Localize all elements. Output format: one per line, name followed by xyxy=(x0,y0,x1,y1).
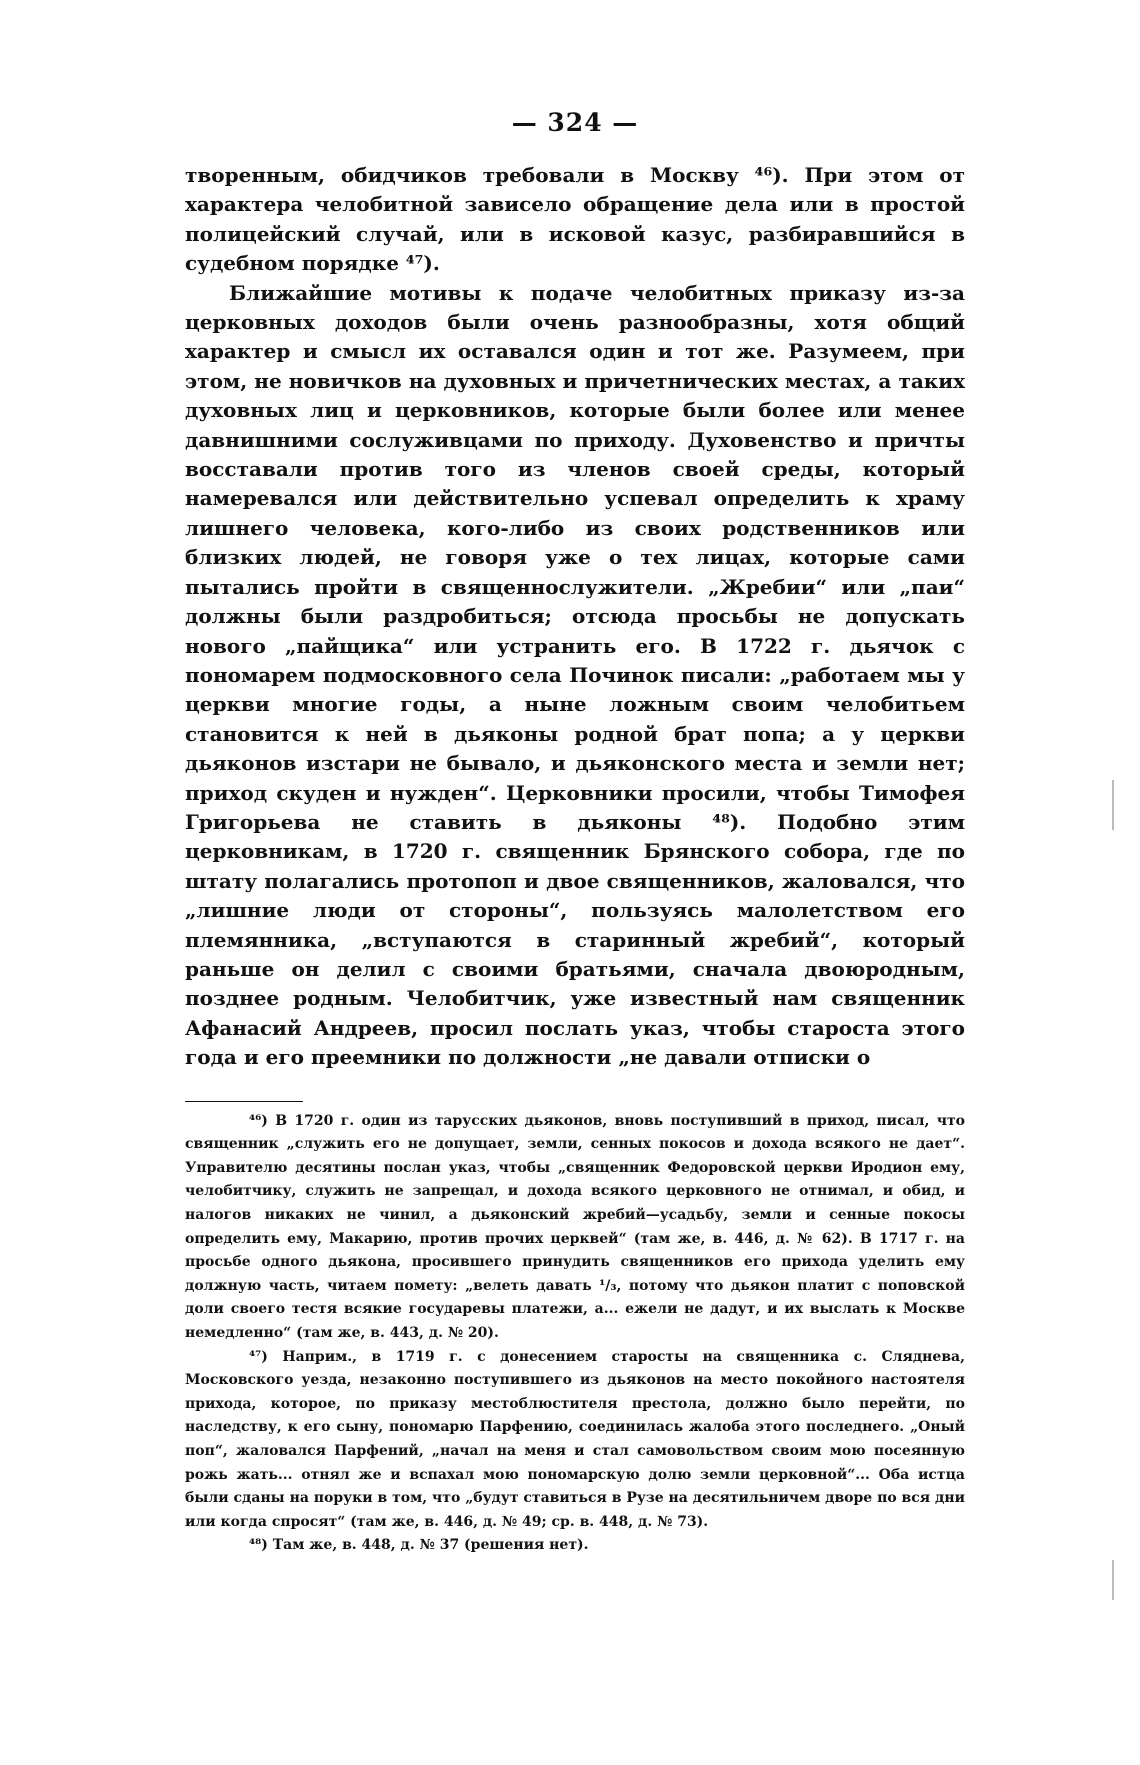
footnote-48-mark: ⁴⁸) xyxy=(249,1537,268,1554)
footnote-46-text: В 1720 г. один из тарусских дьяконов, вновь поступивший в приход, писал, что священник „служить его не допущает, земли, сенных покосов и дохода всякого не дает“. Управителю десятины послан указ, чтобы „священник Федоровской церкви Иродион ему, челобитчику, служить не запрещал, и дохода всякого церковного не отнимал, и обид, и налогов никаких не чинил, а дьяконский жребий—усадьбу, земли и сенные покосы определить ему, Макарию, против прочих церквей“ (там же, в. 446, д. № 62). В 1717 г. на просьбе одного дьякона, просившего принудить священников его прихода уделить ему должную часть, читаем помету: „велеть давать ¹/₃, потому что дьякон платит с поповской доли своего тестя всякие государевы платежи, а... ежели не дадут, и их выслать к Москве немедленно“ (там же, в. 443, д. № 20). xyxy=(185,1112,965,1341)
main-text xyxy=(185,161,965,1073)
footnote-divider xyxy=(185,1101,303,1102)
paragraph-1: творенным, обидчиков требовали в Москву ⁴⁶). При этом от характера челобитной зависело обращение дела или в простой полицейский случай, или в исковой казус, разбиравшийся в судебном порядке ⁴⁷). xyxy=(185,163,965,276)
footnotes xyxy=(185,1110,965,1558)
footnote-46-mark: ⁴⁶) xyxy=(249,1112,268,1129)
footnote-47 xyxy=(185,1346,965,1535)
page-number: — 324 — xyxy=(511,108,639,137)
footnote-48-text: Там же, в. 448, д. № 37 (решения нет). xyxy=(272,1537,589,1554)
scan-artifact-line xyxy=(1112,780,1114,830)
footnote-47-text: Наприм., в 1719 г. с донесением старосты на священника с. Сляднева, Московского уезда, незаконно поступившего из дьяконов на место покойного настоятеля прихода, которое, по приказу местоблюстителя престола, должно было перейти, по наследству, к его сыну, пономарю Парфению, соединилась жалоба этого последнего. „Оный поп“, жаловался Парфений, „начал на меня и стал самовольством своим мою посеянную рожь жать... отнял же и вспахал мою пономарскую долю земли церковной“... Оба истца были сданы на поруки в том, что „будут ставиться в Рузе на десятильничем дворе по вся дни или когда спросят“ (там же, в. 446, д. № 49; ср. в. 448, д. № 73). xyxy=(185,1348,965,1530)
document-page xyxy=(185,108,965,1558)
footnote-48 xyxy=(185,1534,965,1558)
paragraph-2: Ближайшие мотивы к подаче челобитных приказу из-за церковных доходов были очень разнообразны, хотя общий характер и смысл их оставался один и тот же. Разумеем, при этом, не новичков на духовных и причетнических местах, а таких духовных лиц и церковников, которые были более или менее давнишними сослуживцами по приходу. Духовенство и причты восставали против того из членов своей среды, который намеревался или действительно успевал определить к храму лишнего человека, кого-либо из своих родственников или близких людей, не говоря уже о тех лицах, которые сами пытались пройти в священнослужители. „Жребии“ или „паи“ должны были раздробиться; отсюда просьбы не допускать нового „пайщика“ или устранить его. В 1722 г. дьячок с пономарем подмосковного села Починок писали: „работаем мы у церкви многие годы, а ныне ложным своим челобитьем становится к ней в дьяконы родной брат попа; а у церкви дьяконов изстари не бывало, и дьяконского места и земли нет; приход скуден и нужден“. Церковники просили, чтобы Тимофея Григорьева не ставить в дьяконы ⁴⁸). Подобно этим церковникам, в 1720 г. священник Брянского собора, где по штату полагались протопоп и двое священников, жаловался, что „лишние люди от стороны“, пользуясь малолетством его племянника, „вступаются в старинный жребий“, который раньше он делил с своими братьями, сначала двоюродным, позднее родным. Челобитчик, уже известный нам священник Афанасий Андреев, просил послать указ, чтобы староста этого года и его преемники по должности „не давали отписки о xyxy=(185,280,965,1070)
footnote-47-mark: ⁴⁷) xyxy=(249,1348,268,1365)
footnote-46 xyxy=(185,1110,965,1346)
scan-artifact-line xyxy=(1112,1560,1114,1600)
